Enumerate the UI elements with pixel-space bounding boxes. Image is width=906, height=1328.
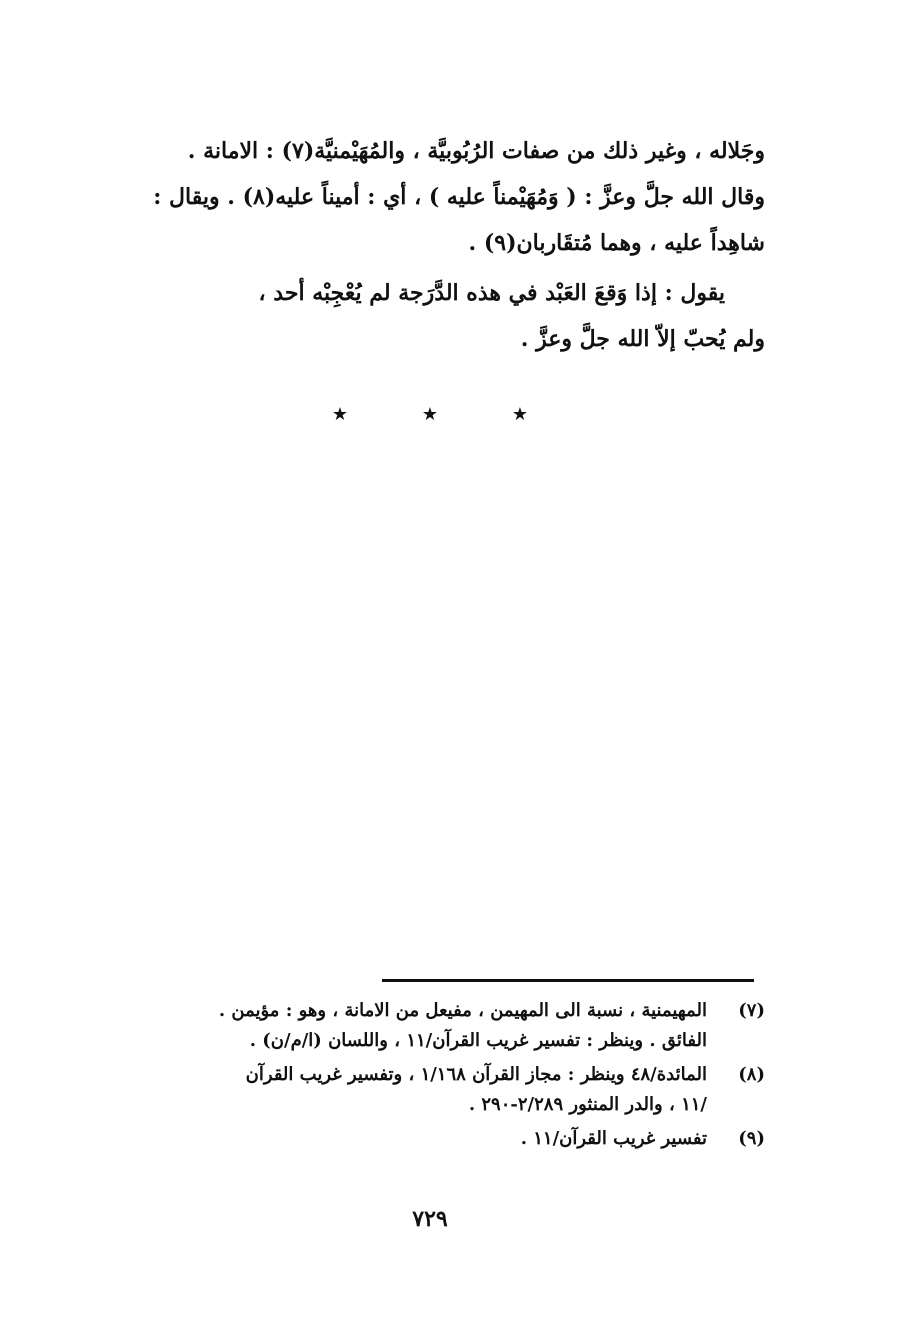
star-icon: ★ [331,404,349,425]
footnote-line: الفائق . وينظر : تفسير غريب القرآن/١١ ، واللسان (ا/م/ن) . [249,1030,707,1051]
footnote-7 [105,996,765,1056]
text-line: وقال الله جلَّ وعزَّ : ( وَمُهَيْمناً عليه ) ، أي : أميناً عليه(٨) . ويقال : [153,184,765,210]
page-number: ٧٢٩ [412,1206,448,1232]
footnote-8 [105,1060,765,1120]
text-line: شاهِداً عليه ، وهما مُتقَاربان(٩) . [468,230,765,256]
footnote-line: المائدة/٤٨ وينظر : مجاز القرآن ١/١٦٨ ، وتفسير غريب القرآن [245,1064,707,1085]
footnote-number: (٧) [738,1000,765,1021]
footnote-line: تفسير غريب القرآن/١١ . [520,1128,707,1149]
section-separator [330,404,530,434]
footnotes [105,996,765,1158]
footnote-line: /١١ ، والدر المنثور ٢/٢٨٩-٢٩٠ . [468,1094,707,1115]
text-line: ولم يُحبّ إلاّ الله جلَّ وعزَّ . [520,326,765,352]
text-line: يقول : إذا وَقعَ العَبْد في هذه الدَّرَجة لم يُعْجِبْه أحد ، [258,280,725,306]
paragraph-2 [105,270,765,362]
footnote-text [105,1060,715,1120]
footnote-line: المهيمنية ، نسبة الى المهيمن ، مفيعل من الامانة ، وهو : مؤيمن . [218,1000,707,1021]
footnote-text [105,1124,715,1154]
footnote-number: (٩) [738,1128,765,1149]
main-text [105,128,765,362]
text-line: وجَلاله ، وغير ذلك من صفات الرُبُوبيَّة ، والمُهَيْمنيَّة(٧) : الامانة . [187,138,765,164]
footnote-text [105,996,715,1056]
star-icon: ★ [421,404,439,425]
footnote-divider [382,979,754,982]
paragraph-1 [105,128,765,266]
footnote-number: (٨) [738,1064,765,1085]
footnote-9 [105,1124,765,1154]
star-icon: ★ [511,404,529,425]
